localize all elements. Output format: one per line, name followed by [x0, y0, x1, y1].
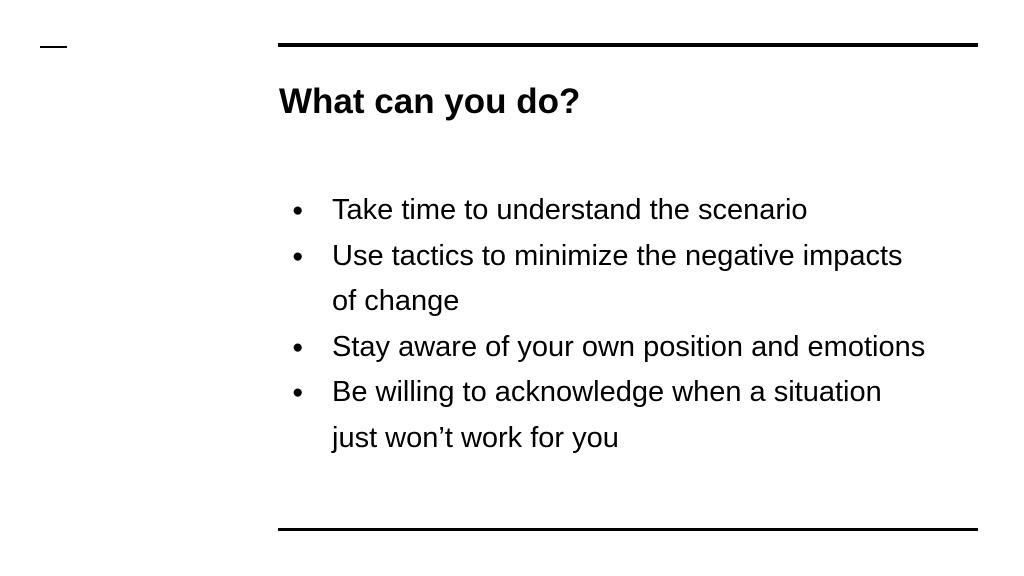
bullet-text: Take time to understand the scenario [332, 194, 808, 226]
top-rule [278, 43, 978, 47]
bullet-item [292, 188, 932, 234]
bullet-text: Be willing to acknowledge when a situation just won’t work for you [332, 376, 882, 454]
bullet-text: Stay aware of your own position and emotions [332, 330, 926, 363]
slide-title: What can you do? [279, 82, 581, 121]
corner-dash-mark [40, 46, 67, 48]
bullet-item [292, 234, 932, 325]
bullet-dot-icon: ● [292, 382, 304, 403]
bullet-item [292, 370, 932, 461]
bullet-dot-icon: ● [292, 245, 304, 267]
bullet-dot-icon: ● [292, 336, 304, 358]
bullet-list [292, 188, 932, 461]
bullet-item [292, 325, 932, 371]
bottom-rule [278, 528, 978, 531]
bullet-text: Use tactics to minimize the negative impacts of change [332, 239, 903, 317]
bullet-dot-icon: ● [292, 200, 304, 221]
